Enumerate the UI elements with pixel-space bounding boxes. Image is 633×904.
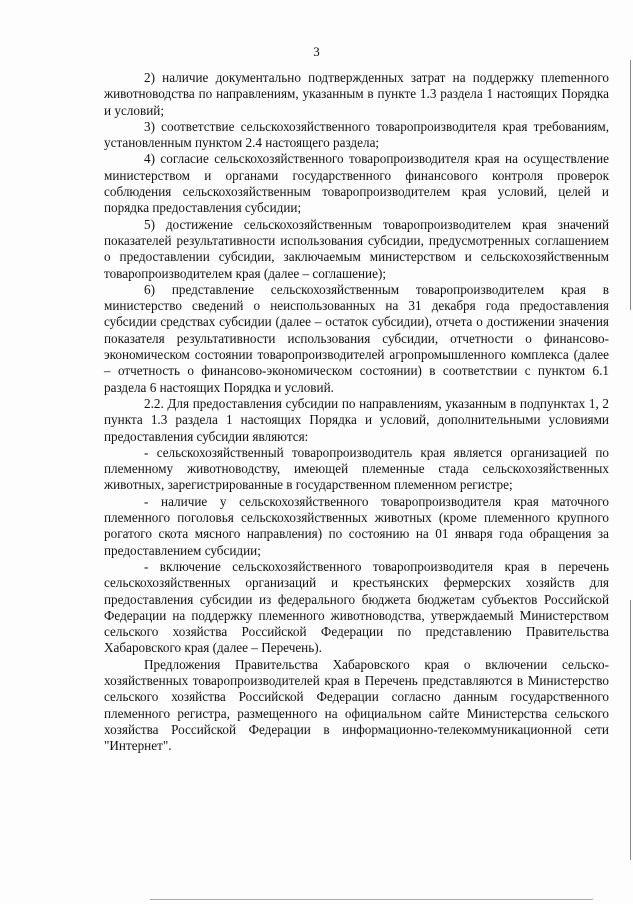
paragraph-bullet-list-inclusion: - включение сельскохозяйственного товаропроизводителя края в перечень сельскохозяйственных организаций и крестьянских фермерских хозяйств для предоставления субсидии из федерального бюджета бюджетам субъектов Российской Федерации на поддержку племенного животноводства, утверждаемый Министерством сельского хозяйства Российской Федерации по представлению Правительства Хабаровского края (далее – Перечень). (104, 558, 609, 656)
paragraph-clause-2-2: 2.2. Для предоставления субсидии по направлениям, указанным в подпунктах 1, 2 пункта 1.3 раздела 1 настоящих Порядка и условий, дополнительными условиями предоставления субсидии являются: (104, 395, 609, 444)
page-number: 3 (313, 44, 320, 59)
scan-edge-line (630, 600, 631, 860)
paragraph-bullet-livestock: - наличие у сельскохозяйственного товаропроизводителя края маточного племенного поголовья сельскохозяйственных животных (кроме племенного крупного рогатого скота мясного направления) по состоянию на 01 января года обращения за предоставлением субсидии; (104, 493, 609, 558)
paragraph-bullet-organization: - сельскохозяйственный товаропроизводитель края является организацией по племенному животноводству, имеющей племенные стада сельскохозяйственных животных, зарегистрированные в государственном племенном регистре; (104, 444, 609, 493)
paragraph-condition-5: 5) достижение сельскохозяйственным товаропроизводителем края значений показателей результативности использования субсидии, предусмотренных соглашением о предоставлении субсидии, заключаемым министерством и сельскохозяйственным товаропроизводителем края (далее – соглашение); (104, 216, 609, 281)
document-body (104, 70, 609, 754)
paragraph-condition-3: 3) соответствие сельскохозяйственного товаропроизводителя края требованиям, установленным пунктом 2.4 настоящего раздела; (104, 118, 609, 151)
paragraph-condition-4: 4) согласие сельскохозяйственного товаропроизводителя края на осуществление министерством и органами государственного финансового контроля проверок соблюдения сельскохозяйственным товаропроизводителем края условий, целей и порядка предоставления субсидии; (104, 151, 609, 216)
scan-bottom-edge (150, 899, 593, 900)
paragraph-proposals: Предложения Правительства Хабаровского края о включении сельскохозяйственных товаропроизводителей края в Перечень представляются в Министерство сельского хозяйства Российской Федерации согласно данным государственного племенного регистра, размещенного на официальном сайте Министерства сельского хозяйства Российской Федерации в информационно-телекоммуникационной сети "Интернет". (104, 656, 609, 754)
scan-edge-line (630, 60, 631, 310)
paragraph-condition-6: 6) представление сельскохозяйственным товаропроизводителем края в министерство сведений о неиспользованных на 31 декабря года предоставления субсидии средствах субсидии (далее – остаток субсидии), отчета о достижении значения показателя результативности использования субсидии, отчетности о финансово-экономическом состоянии товаропроизводителей агропромышленного комплекса (далее – отчетность о финансово-экономическом состоянии) в соответствии с пунктом 6.1 раздела 6 настоящих Порядка и условий. (104, 281, 609, 395)
paragraph-condition-2: 2) наличие документально подтвержденных затрат на поддержку плеmенного животноводства по направлениям, указанным в пункте 1.3 раздела 1 настоящих Порядка и условий; (104, 70, 609, 118)
